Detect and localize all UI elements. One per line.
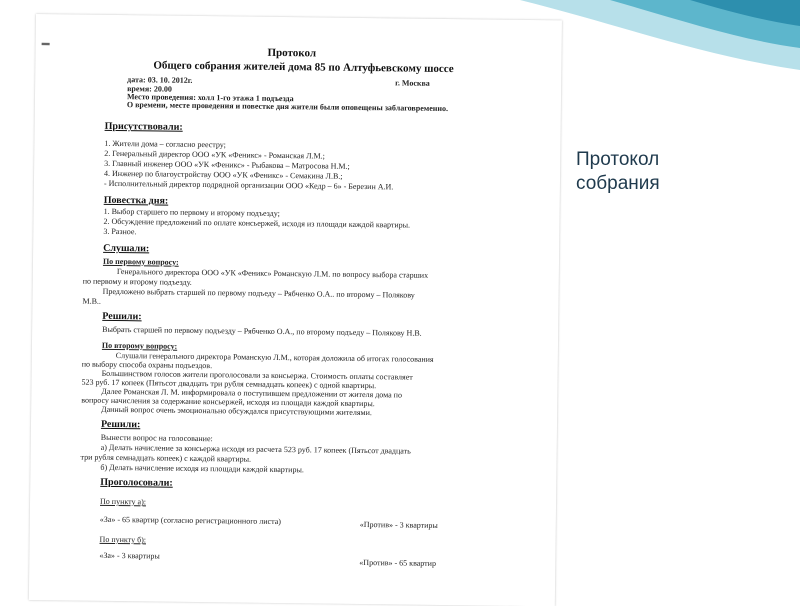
vote-point-b: По пункту б): <box>99 534 147 545</box>
agenda-header: Повестка дня: <box>103 194 169 207</box>
heard-header: Слушали: <box>103 242 150 255</box>
scanned-protocol-document <box>29 14 562 606</box>
decided2-line: а) Делать начисление за консьержа исходя из расчета 523 руб. 17 копеек (Пятьсот двадцать <box>100 442 411 456</box>
question2-line: вопросу начисления за содержание консьержей, исходя из площади каждой квартиры. <box>81 395 375 409</box>
question2-line: 523 руб. 17 копеек (Пятьсот двадцать три рубля семнадцать копеек) с одной квартиры. <box>81 377 377 391</box>
slide-title <box>576 148 776 196</box>
question2-line: Слушали генерального директора Романскую Л.М., которая доложила об итогах голосования <box>115 351 434 364</box>
decided-header: Решили: <box>102 310 142 323</box>
question2-line: Далее Романская Л. М. информировала о поступившем предложении от жителя дома по <box>101 386 403 400</box>
doc-time: время: 20.00 <box>127 84 172 94</box>
scan-mark: ▬ <box>41 38 50 48</box>
question1-line: по первому и второму подъезду. <box>82 276 192 287</box>
vote-b-against: «Против» - 65 квартир <box>359 557 437 568</box>
slide-title-line2: собрания <box>576 173 660 194</box>
question1-line: Предложено выбрать старшей по первому подъеду – Рябченко О.А.. по второму – Полякову <box>102 286 415 300</box>
agenda-item: 3. Разное. <box>103 226 137 237</box>
decided1-text: Выбрать старшей по первому подъезду – Рябченко О.А., по второму подъеду – Полякову Н.В. <box>102 324 422 338</box>
question1-line: Генерального директора ООО «УК «Феникс» Романскую Л.М. по вопросу выбора старших <box>116 267 429 280</box>
doc-subtitle: Общего собрания жителей дома 85 по Алтуфьевскому шоссе <box>153 59 454 76</box>
doc-place: Место проведения: холл 1-го этажа 1 подъезда <box>126 92 294 104</box>
present-item: - Исполнительный директор подрядной организации ООО «Кедр – 6» - Березин А.И. <box>103 178 394 192</box>
agenda-item: 2. Обсуждение предложений по оплате консьержей, исходя из площади каждой квартиры. <box>103 216 411 230</box>
doc-notice: О времени, месте проведения и повестке дня жители были оповещены заблаговременно. <box>126 100 449 114</box>
question2-line: по выбору способа охраны подъездов. <box>81 359 213 371</box>
doc-date: дата: 03. 10. 2012г. <box>127 75 193 85</box>
vote-a-for: «За» - 65 квартир (согласно регистрационного листа) <box>99 514 281 527</box>
vote-a-against: «Против» - 3 квартиры <box>359 519 438 530</box>
decided-header: Решили: <box>100 418 141 431</box>
vote-point-a: По пункту а): <box>99 496 147 507</box>
vote-b-for: «За» - 3 квартиры <box>99 550 160 561</box>
decided2-line: Вынести вопрос на голосование: <box>100 432 213 444</box>
decided2-line: три рубля семнадцать копеек) с каждой квартиры. <box>80 452 252 464</box>
doc-city: г. Москва <box>395 78 430 88</box>
present-item: 2. Генеральный директор ООО «УК «Феникс» - Романская Л.М.; <box>104 148 325 161</box>
doc-title: Протокол <box>267 46 317 60</box>
voted-header: Проголосовали: <box>100 476 173 489</box>
question2-line: Большинством голосов жители проголосовали за консьержа. Стоимость оплаты составляет <box>101 368 413 382</box>
question2-header: По второму вопросу: <box>101 340 178 351</box>
question2-line: Данный вопрос очень эмоционально обсуждался присутствующими жителями. <box>101 404 372 418</box>
present-item: 4. Инженер по благоустройству ООО «УК «Феникс» - Семакина Л.В.; <box>104 168 343 181</box>
present-header: Присутствовали: <box>104 120 183 133</box>
decided2-line: б) Делать начисление исходя из площади каждой квартиры. <box>100 462 304 475</box>
question1-header: По первому вопросу: <box>102 256 179 267</box>
question1-line: М.В.. <box>82 296 102 306</box>
present-item: 1. Жители дома – согласно реестру; <box>104 138 226 150</box>
slide-title-line1: Протокол <box>576 149 660 170</box>
agenda-item: 1. Выбор старшего по первому и второму подъезду; <box>103 206 280 218</box>
present-item: 3. Главный инженер ООО «УК «Феникс» - Рыбакова – Матросова Н.М.; <box>104 158 350 171</box>
